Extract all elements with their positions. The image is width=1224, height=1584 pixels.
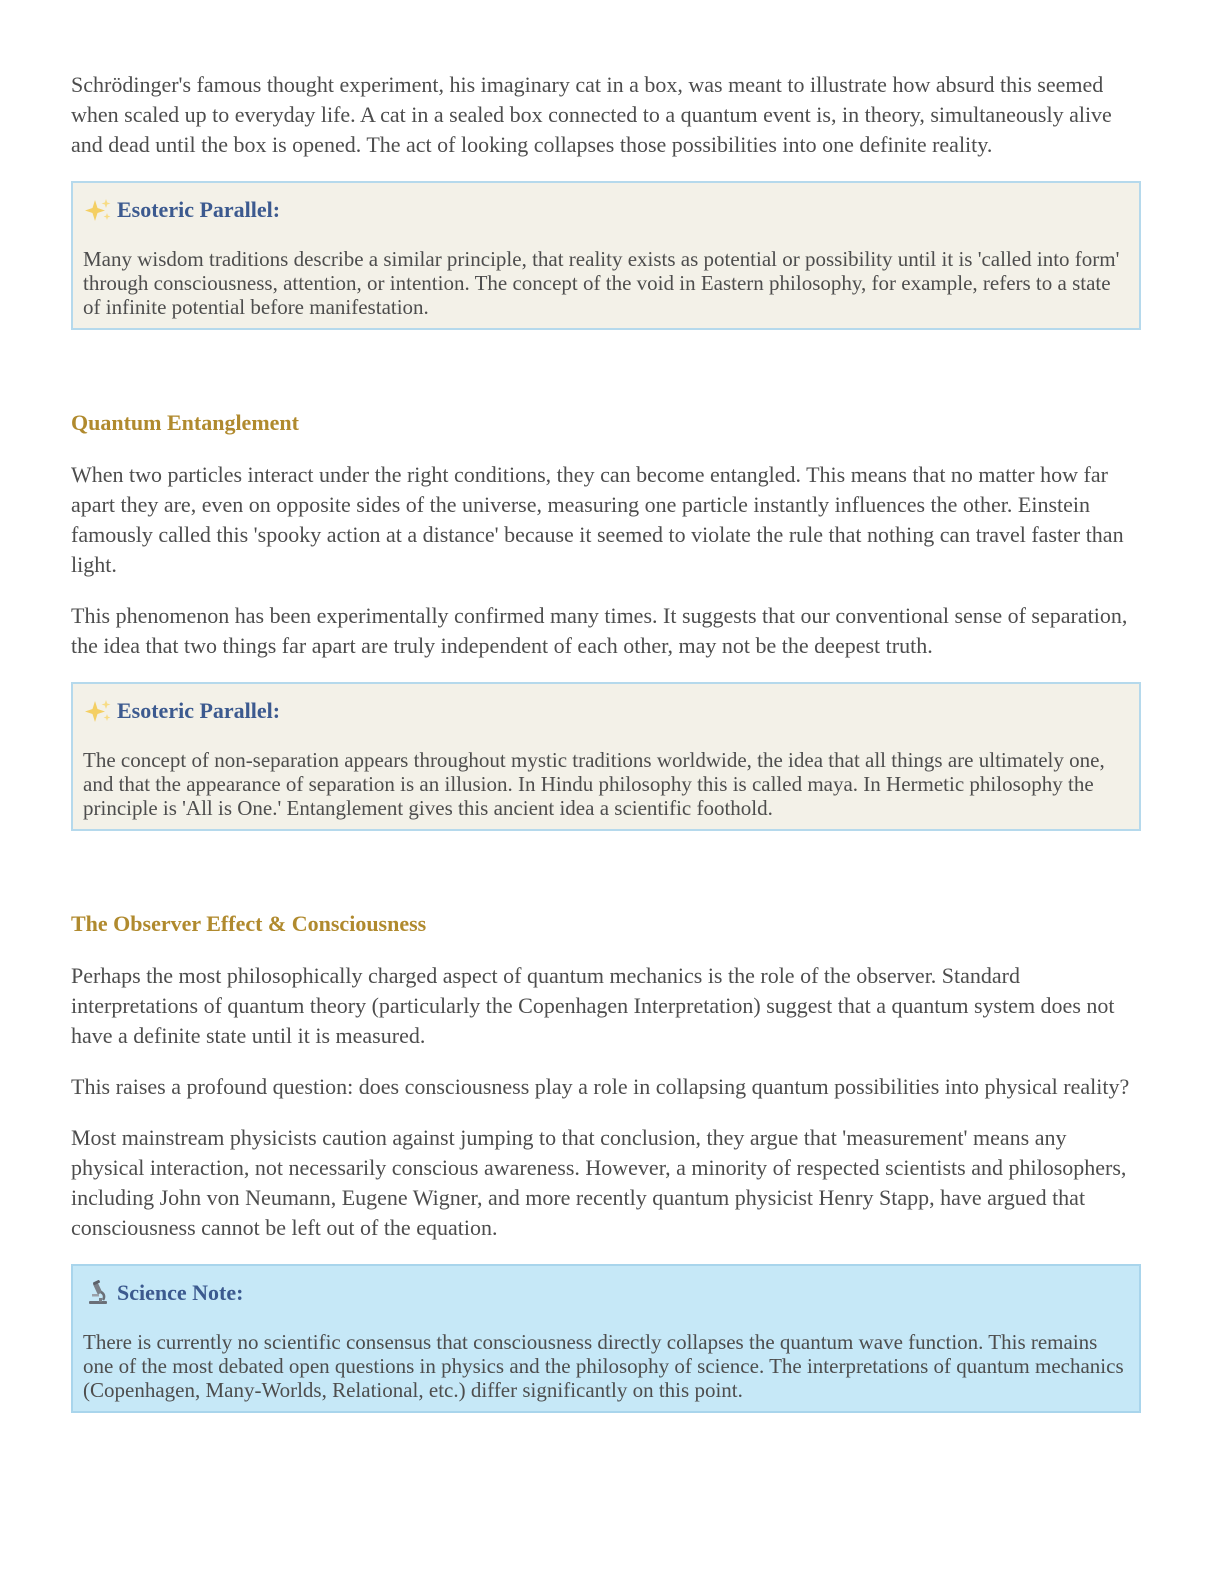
sparkles-icon [83,698,113,724]
document-page [71,70,1141,1435]
callout-text: There is currently no scientific consensus that consciousness directly collapses the quantum wave function. This remains one of the most debated open questions in physics and the philosophy of science. The interpretations of quantum mechanics (Copenhagen, Many-Worlds, Relational, etc.) differ significantly on this point. [83,1330,1124,1402]
callout-text: Many wisdom traditions describe a similar principle, that reality exists as potential or possibility until it is 'called into form' through consciousness, attention, or intention. The concept of the void in Eastern philosophy, for example, refers to a state of infinite potential before manifestation. [83,247,1120,319]
sparkles-icon [83,197,113,223]
entanglement-paragraph-1: When two particles interact under the right conditions, they can become entangled. This means that no matter how far apart they are, even on opposite sides of the universe, measuring one particle instantly influences the other. Einstein famously called this 'spooky action at a distance' because it seemed to violate the rule that nothing can travel faster than light. [71,462,1124,577]
callout-title-text: Esoteric Parallel: [117,197,281,222]
callout-title [83,696,1129,726]
esoteric-parallel-callout [71,682,1141,831]
intro-paragraph: Schrödinger's famous thought experiment, his imaginary cat in a box, was meant to illustrate how absurd this seemed when scaled up to everyday life. A cat in a sealed box connected to a quantum event is, in theory, simultaneously alive and dead until the box is opened. The act of looking collapses those possibilities into one definite reality. [71,72,1112,157]
observer-paragraph-1: Perhaps the most philosophically charged aspect of quantum mechanics is the role of the observer. Standard interpretations of quantum theory (particularly the Copenhagen Interpretation) suggest that a quantum system does not have a definite state until it is measured. [71,963,1115,1048]
section-heading-entanglement: Quantum Entanglement [71,410,299,435]
science-note-callout [71,1264,1141,1413]
esoteric-parallel-callout [71,181,1141,330]
observer-paragraph-2: This raises a profound question: does consciousness play a role in collapsing quantum possibilities into physical reality? [71,1074,1130,1099]
callout-text: The concept of non-separation appears throughout mystic traditions worldwide, the idea that all things are ultimately one, and that the appearance of separation is an illusion. In Hindu philosophy this is called maya. In Hermetic philosophy the principle is 'All is One.' Entanglement gives this ancient idea a scientific foothold. [83,748,1105,820]
microscope-icon [83,1280,113,1306]
callout-title-text: Esoteric Parallel: [117,698,281,723]
callout-title-text: Science Note: [117,1280,244,1305]
entanglement-paragraph-2: This phenomenon has been experimentally confirmed many times. It suggests that our conventional sense of separation, the idea that two things far apart are truly independent of each other, may not be the deepest truth. [71,603,1128,658]
section-heading-observer: The Observer Effect & Consciousness [71,911,427,936]
callout-title [83,1278,1129,1308]
observer-paragraph-3: Most mainstream physicists caution against jumping to that conclusion, they argue that 'measurement' means any physical interaction, not necessarily conscious awareness. However, a minority of respected scientists and philosophers, including John von Neumann, Eugene Wigner, and more recently quantum physicist Henry Stapp, have argued that consciousness cannot be left out of the equation. [71,1125,1127,1240]
callout-title [83,195,1129,225]
